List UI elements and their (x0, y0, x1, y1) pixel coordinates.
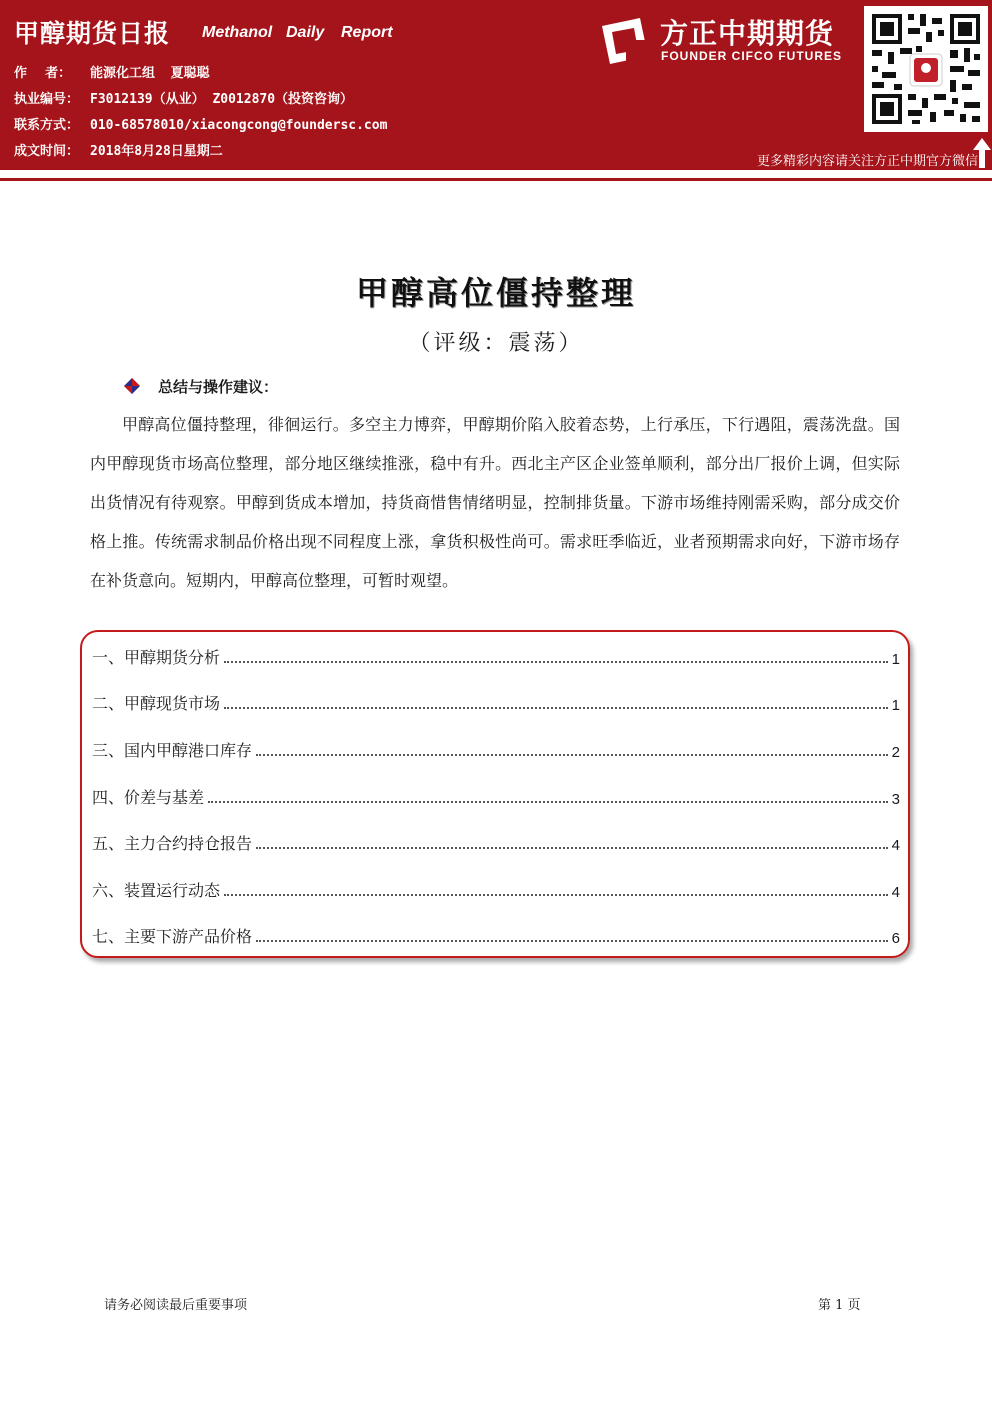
footer-page-number: 第 1 页 (818, 1298, 861, 1313)
toc-item-page: 1 (891, 651, 900, 668)
meta-license-key: 执业编号： (14, 92, 80, 107)
meta-contact-key: 联系方式： (14, 118, 80, 133)
report-title-en-word-3: Report (341, 24, 393, 41)
toc-item[interactable] (92, 644, 900, 668)
summary-paragraph: 甲醇高位僵持整理，徘徊运行。多空主力博弈，甲醇期价陷入胶着态势，上行承压，下行遇阻，震荡洗盘。国内甲醇现货市场高位整理，部分地区继续推涨，稳中有升。西北主产区企业签单顺利，部分出厂报价上调，但实际出货情况有待观察。甲醇到货成本增加，持货商惜售情绪明显，控制排货量。下游市场维持刚需采购，部分成交价格上推。传统需求制品价格出现不同程度上涨，拿货积极性尚可。需求旺季临近，业者预期需求向好，下游市场存在补货意向。短期内，甲醇高位整理，可暂时观望。 (90, 415, 900, 590)
qr-code-icon (864, 6, 988, 132)
report-title-en-word-1: Methanol (202, 24, 273, 41)
toc-leader-dots (224, 893, 888, 896)
company-logo-cn: 方正中期期货 (660, 17, 835, 50)
toc-item-label: 三、国内甲醇港口库存 (92, 741, 253, 760)
rating-label: （评级：震荡） (408, 331, 584, 356)
meta-contact-value[interactable]: 010-68578010/xiacongcong@foundersc.com (90, 118, 388, 133)
meta-contact (14, 114, 387, 133)
wechat-qr-code[interactable] (864, 6, 988, 132)
meta-author-key: 作 者： (14, 66, 72, 81)
toc-item-page: 3 (891, 791, 900, 808)
toc-leader-dots (208, 800, 888, 803)
meta-author-value: 能源化工组 夏聪聪 (90, 66, 210, 81)
toc-leader-dots (256, 753, 888, 756)
report-title-en-word-2: Daily (286, 24, 325, 41)
arrow-up-icon (973, 138, 991, 168)
toc-item[interactable] (92, 784, 900, 808)
toc-item-label: 七、主要下游产品价格 (92, 927, 253, 946)
footer-disclaimer-note: 请务必阅读最后重要事项 (104, 1298, 248, 1313)
meta-date-key: 成文时间： (14, 144, 80, 159)
wechat-follow-note: 更多精彩内容请关注方正中期官方微信 (756, 154, 978, 169)
meta-license-value: F3012139（从业） Z0012870（投资咨询） (90, 92, 354, 107)
page-title: 甲醇高位僵持整理 (355, 274, 636, 312)
toc-item[interactable] (92, 830, 900, 854)
summary-heading (124, 376, 278, 397)
toc-item[interactable] (92, 923, 900, 947)
meta-date (14, 140, 223, 159)
toc-item-label: 二、甲醇现货市场 (92, 694, 221, 713)
report-header (0, 0, 992, 170)
company-logo-icon (600, 16, 650, 66)
toc-item-page: 4 (891, 837, 900, 854)
toc-item[interactable] (92, 690, 900, 714)
toc-leader-dots (224, 660, 888, 663)
report-title-cn: 甲醇期货日报 (14, 19, 171, 48)
header-divider (0, 178, 992, 181)
toc-item-page: 6 (891, 930, 900, 947)
toc-item-label: 五、主力合约持仓报告 (92, 834, 253, 853)
company-logo (600, 12, 855, 68)
meta-date-value: 2018年8月28日星期二 (90, 144, 223, 159)
toc-item-page: 1 (891, 697, 900, 714)
toc-item-page: 4 (891, 884, 900, 901)
toc-leader-dots (256, 846, 888, 849)
table-of-contents (80, 630, 910, 958)
toc-item-label: 六、装置运行动态 (92, 881, 221, 900)
toc-leader-dots (256, 939, 888, 942)
summary-heading-text: 总结与操作建议： (158, 378, 279, 396)
toc-item-label: 一、甲醇期货分析 (92, 648, 221, 667)
toc-item-page: 2 (891, 744, 900, 761)
diamond-bullet-icon (124, 378, 140, 394)
meta-author (14, 62, 210, 81)
toc-item-label: 四、价差与基差 (92, 788, 205, 807)
toc-item[interactable] (92, 877, 900, 901)
meta-license (14, 88, 353, 107)
toc-leader-dots (224, 706, 888, 709)
toc-item[interactable] (92, 737, 900, 761)
company-logo-en: FOUNDER CIFCO FUTURES (661, 49, 842, 63)
